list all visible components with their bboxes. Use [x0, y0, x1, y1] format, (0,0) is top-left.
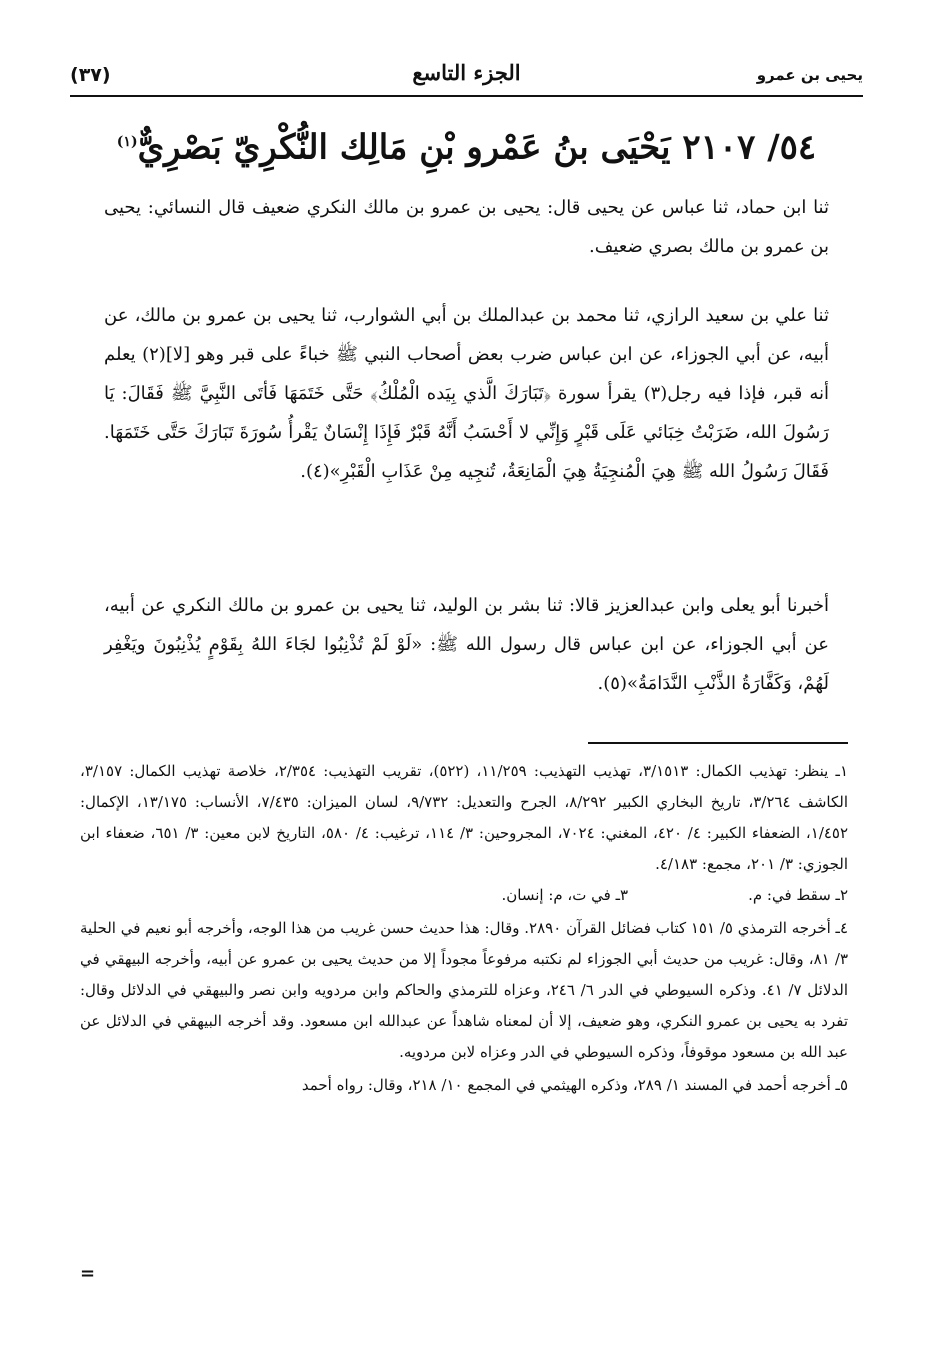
footnote-4: ٤ـ أخرجه الترمذي ٥/ ١٥١ كتاب فضائل القرآن ٢٨٩٠. وقال: هذا حديث حسن غريب من هذا الوجه، وأخرجه أبو نعيم في الحلية ٣/ ٨١، وقال: غريب من حديث أبي الجوزاء لم نكتبه مرفوعاً مجوداً إلا من حديث يحيى بن عمرو عن أبيه، وأخرجه البيهقي في الدلائل ٧/ ٤١. وذكره السيوطي في الدر ٦/ ٢٤٦، وعزاه للترمذي والحاكم وابن مردويه وابن نصر والبيهقي في الدلائل وقال: تفرد به يحيى بن عمرو النكري، وهو ضعيف، إلا أن لمعناه شاهداً عن عبدالله ابن مسعود. وقد أخرجه البيهقي في الدلائل عن عبد الله بن مسعود موقوفاً، وذكره السيوطي في الدر وعزاه لابن مردويه.: [80, 919, 849, 1061]
footnotes: [80, 756, 848, 1101]
entry-title-text: ٥٤/ ٢١٠٧ يَحْيَى بنُ عَمْرو بْنِ مَالِك النُّكْرِيّ بَصْرِيٌّ: [137, 127, 817, 168]
page-number: (٣٧): [70, 64, 111, 86]
paragraph-text: ثنا علي بن سعيد الرازي، ثنا محمد بن عبدالملك بن أبي الشوارب، ثنا يحيى بن عمرو بن مالك، عن أبيه، عن أبي الجوزاء، عن ابن عباس ضرب بعض أصحاب النبي ﷺ خباءً على قبر وهو [لا](٢) يعلم أنه قبر، فإذا فيه رجل(٣) يقرأ سورة ﴿تَبَارَكَ الَّذي بِيَده الْمُلْكُ﴾ حَتَّى خَتَمَهَا فَأتَى النَّبِيَّ ﷺ فَقَالَ: يَا رَسُولَ الله، ضَرَبْتُ خِبَائي عَلَى قَبْرٍ وَإِنِّي لا أَحْسَبُ أَنَّهُ قَبْرٌ فَإِذَا إِنْسَانٌ يَقْرأُ سُورَةَ تَبَارَكَ حَتَّى خَتَمَهَا. فَقَالَ رَسُولُ الله ﷺ هِيَ الْمُنجِيَةُ هِيَ الْمَانِعَةُ، تُنجِيه مِنْ عَذَابِ الْقَبْرِ»(٤).: [104, 305, 829, 482]
footnote-5: [80, 1070, 848, 1101]
continuation-mark: =: [80, 1263, 96, 1284]
page-header: [70, 55, 863, 97]
body-paragraph-3: [104, 586, 829, 703]
entry-footnote-marker: (١): [116, 134, 138, 150]
footnote-1: ١ـ ينظر: تهذيب الكمال: ٣/١٥١٣، تهذيب التهذيب: ١١/٢٥٩، (٥٢٢)، تقريب التهذيب: ٢/٣٥٤، خلاصة تهذيب الكمال: ٣/١٥٧، الكاشف ٣/٢٦٤، تاريخ البخاري الكبير ٨/٢٩٢، الجرح والتعديل: ٩/٧٣٢، لسان الميزان: ٧/٤٣٥، الأنساب: ١٣/١٧٥، الإكمال: ١/٤٥٢، الضعفاء الكبير: ٤/ ٤٢٠، المغني: ٧٠٢٤، المجروحين: ٣/ ١١٤، ترغيب: ٤/ ٥٨٠، التاريخ لابن معين: ٣/ ٦٥١، ضعفاء ابن الجوزي: ٣/ ٢٠١، مجمع: ٤/١٨٣.: [80, 762, 849, 873]
footnote-3: ٣ـ في ت، م: إنسان.: [501, 886, 629, 904]
paragraph-text: أخبرنا أبو يعلى وابن عبدالعزيز قالا: ثنا بشر بن الوليد، ثنا يحيى بن عمرو بن مالك النكري عن أبيه، عن أبي الجوزاء، عن ابن عباس قال رسول الله ﷺ: «لَوْ لَمْ تُذْنِبُوا لجَاءَ اللهُ بِقَوْمٍ يُذْنِبُونَ ويَغْفِر لَهُمْ، وَكَفَّارَةُ الذَّنْبِ النَّدَامَةُ»(٥).: [104, 595, 829, 694]
body-paragraph-2: [104, 296, 829, 491]
footnote-row-2-3: [80, 880, 848, 911]
footnote-5-text: ٥ـ أخرجه أحمد في المسند ١/ ٢٨٩، وذكره الهيثمي في المجمع ١٠/ ٢١٨، وقال: رواه أحمد: [301, 1076, 848, 1094]
paragraph-text: ثنا ابن حماد، ثنا عباس عن يحيى قال: يحيى بن عمرو بن مالك النكري ضعيف قال النسائي: يحيى بن عمرو بن مالك بصري ضعيف.: [104, 197, 829, 257]
footnote-separator: [588, 742, 848, 744]
body-paragraph-1: [104, 188, 829, 266]
running-head-entry: يحيى بن عمرو: [756, 66, 863, 84]
running-head-part: الجزء التاسع: [412, 60, 521, 85]
entry-title: [70, 112, 863, 172]
footnote-2: ٢ـ سقط في: م.: [748, 886, 848, 904]
